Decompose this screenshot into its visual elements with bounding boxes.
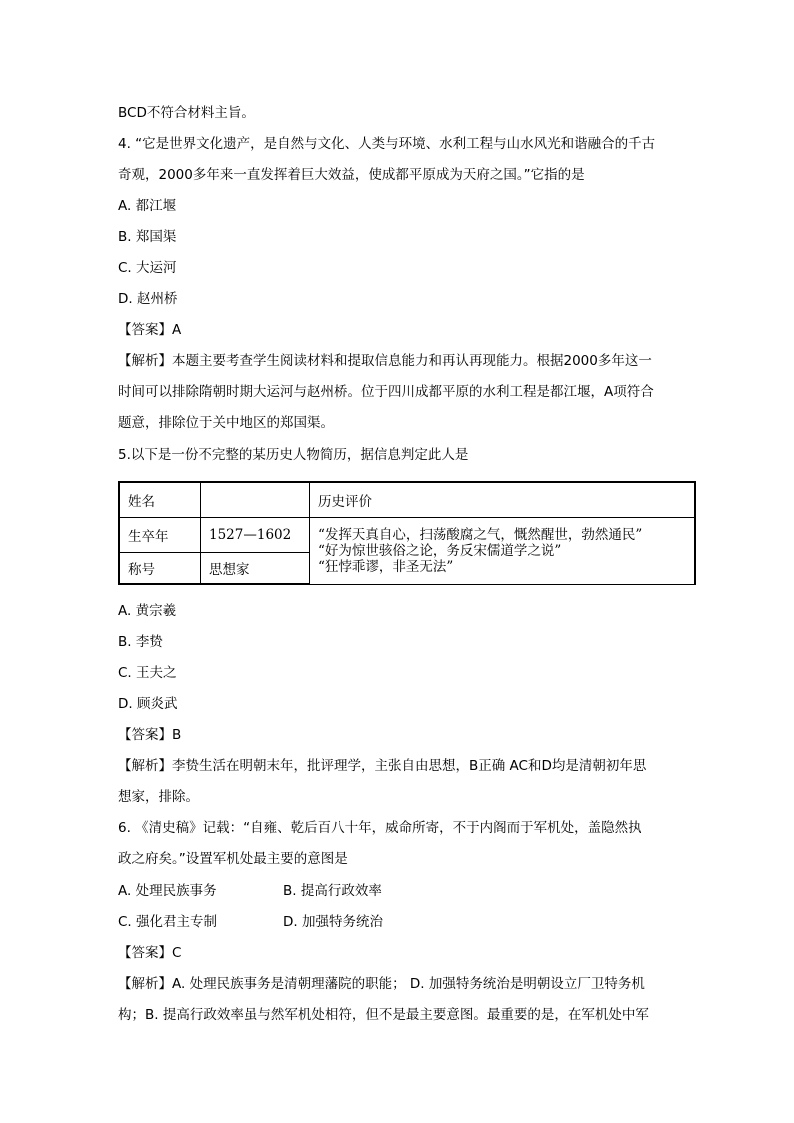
title-value: 思想家 <box>201 553 310 585</box>
question-4-explanation-end: 题意，排除位于关中地区的郑国渠。 <box>118 415 334 431</box>
question-4-option-d: D. 赵州桥 <box>118 291 178 307</box>
question-5-option-c: C. 王夫之 <box>118 665 177 681</box>
question-4-explanation: 【解析】本题主要考查学生阅读材料和提取信息能力和再认再现能力。根据2000多年这一 <box>118 353 652 369</box>
question-6-option-c: C. 强化君主专制 <box>118 914 218 930</box>
question-4-answer: 【答案】A <box>118 322 182 338</box>
question-6-option-a: A. 处理民族事务 <box>118 883 217 899</box>
question-4-stem: 4. “它是世界文化遗产，是自然与文化、人类与环境、水利工程与山水风光和谐融合的千古 <box>118 136 656 152</box>
question-5-answer: 【答案】B <box>118 727 182 743</box>
name-value <box>201 482 310 518</box>
question-6-stem: 6. 《清史稿》记载：“自雍、乾后百八十年，威命所寄，不于内阁而于军机处，盖隐然执 <box>118 820 642 836</box>
question-6-option-d: D. 加强特务统治 <box>283 914 383 930</box>
name-label: 姓名 <box>119 482 201 518</box>
question-6-answer: 【答案】C <box>118 945 182 961</box>
evaluation-quote: “好为惊世骇俗之论，务反宋儒道学之说” <box>318 542 562 559</box>
question-5-option-a: A. 黄宗羲 <box>118 603 177 619</box>
question-6-stem-cont: 政之府矣。”设置军机处最主要的意图是 <box>118 851 348 867</box>
evaluation-cell <box>310 518 696 585</box>
biography-table <box>118 481 696 585</box>
question-6-explanation: 【解析】A. 处理民族事务是清朝理藩院的职能； D. 加强特务统治是明朝设立厂卫特务机 <box>118 976 645 992</box>
evaluation-header: 历史评价 <box>310 482 696 518</box>
title-label: 称号 <box>119 553 201 585</box>
evaluation-quote: “狂悖乖谬，非圣无法” <box>318 558 454 575</box>
text-line: BCD不符合材料主旨。 <box>118 105 255 121</box>
question-4-option-b: B. 郑国渠 <box>118 229 177 245</box>
evaluation-quote: “发挥天真自心，扫荡酸腐之气，慨然醒世，勃然通民” <box>318 526 643 543</box>
question-4-stem-cont: 奇观，2000多年来一直发挥着巨大效益，使成都平原成为天府之国。”它指的是 <box>118 167 585 183</box>
question-6-explanation-cont: 构；B. 提高行政效率虽与然军机处相符，但不是最主要意图。最重要的是，在军机处中军 <box>118 1007 649 1023</box>
question-5-explanation: 【解析】李贽生活在明朝末年，批评理学，主张自由思想，B正确 AC和D均是清朝初年思 <box>118 758 647 774</box>
question-5-explanation-cont: 想家，排除。 <box>118 789 199 805</box>
lifespan-value: 1527—1602 <box>201 518 310 553</box>
question-5-stem: 5.以下是一份不完整的某历史人物简历，据信息判定此人是 <box>118 447 469 463</box>
lifespan-label: 生卒年 <box>119 518 201 553</box>
question-4-option-c: C. 大运河 <box>118 260 177 276</box>
question-4-option-a: A. 都江堰 <box>118 198 177 214</box>
question-4-explanation-cont: 时间可以排除隋朝时期大运河与赵州桥。位于四川成都平原的水利工程是都江堰，A项符合 <box>118 384 654 400</box>
question-5-option-d: D. 顾炎武 <box>118 696 178 712</box>
question-5-option-b: B. 李贽 <box>118 634 163 650</box>
question-6-option-b: B. 提高行政效率 <box>283 883 382 899</box>
